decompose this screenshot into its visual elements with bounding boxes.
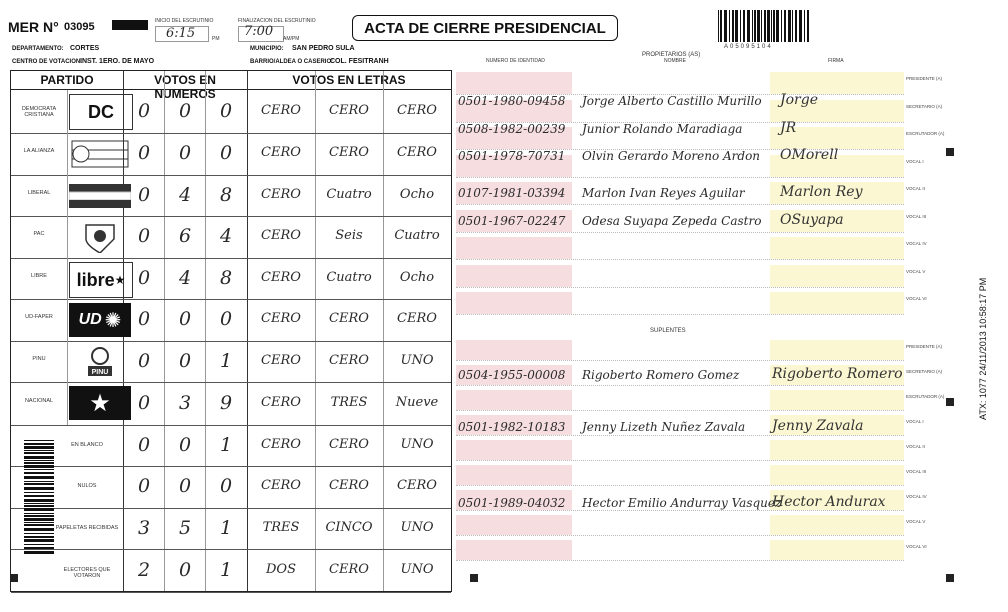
barrio-label: BARRIO/ALDEA O CASERIO: [250, 59, 334, 65]
vote-word: UNO [400, 436, 434, 452]
vote-digit: 1 [219, 349, 233, 372]
suplente-id: 0501-1989-04032 [458, 496, 566, 510]
star-icon: ★ [89, 389, 111, 417]
vote-digit: 0 [219, 99, 233, 122]
vote-digit: 1 [219, 558, 233, 581]
vote-word: CERO [329, 145, 369, 160]
signature-cell-bg [770, 265, 904, 287]
role-label: VOCAL V [906, 268, 926, 274]
vote-digit: 8 [219, 266, 233, 289]
party-name-label: LIBRE [31, 272, 47, 279]
vote-word: CERO [329, 311, 369, 326]
row-divider [11, 299, 451, 300]
id-cell-bg [456, 72, 572, 94]
final-label: FINALIZACION DEL ESCRUTINIO [238, 18, 316, 24]
logo-divider [67, 133, 68, 175]
signer-id: 0501-1980-09458 [458, 94, 566, 108]
id-cell-bg [456, 292, 572, 314]
party-name-label: LIBERAL [27, 189, 51, 196]
signer-row-line [456, 510, 904, 511]
row-divider [11, 466, 451, 467]
signature-cell-bg [770, 72, 904, 94]
vote-word: Ocho [399, 269, 435, 285]
suplente-name: Hector Emilio Andurray Vasquez [582, 496, 782, 510]
municipio-value: SAN PEDRO SULA [292, 45, 355, 52]
signer-id: 0508-1982-00239 [458, 121, 566, 136]
vote-word: CERO [329, 561, 369, 577]
role-label: VOCAL IV [906, 494, 927, 499]
logo-divider [67, 258, 68, 299]
vote-word: CERO [261, 436, 301, 452]
role-label: VOCAL III [906, 213, 927, 219]
vote-digit: 5 [178, 516, 192, 539]
party-name-label: EN BLANCO [71, 441, 103, 448]
registration-mark [946, 148, 954, 156]
signer-row-line [456, 560, 904, 561]
vote-word: CERO [261, 228, 301, 243]
inicio-time: 6:15 [166, 26, 196, 41]
id-cell-bg [456, 515, 572, 535]
logo-divider [67, 216, 68, 258]
signer-row-line [456, 204, 904, 205]
vote-digit: 0 [178, 349, 192, 372]
head-numeros: VOTOS EN NUMEROS [154, 73, 216, 101]
role-label: VOCAL I [906, 419, 924, 424]
signer-signature: Marlon Rey [780, 184, 863, 200]
signer-row-line [456, 485, 904, 486]
vote-digit: 0 [178, 99, 192, 122]
centro-value: INST. 1ERO. DE MAYO [80, 58, 155, 65]
signature-cell-bg [770, 340, 904, 360]
sun-icon: ✺ [104, 309, 122, 332]
barcode-top [718, 10, 810, 42]
signature-cell-bg [770, 292, 904, 314]
row-divider [11, 216, 451, 217]
role-label: VOCAL VI [906, 544, 927, 549]
head-identidad: NUMERO DE IDENTIDAD [486, 58, 545, 64]
logo-divider [67, 175, 68, 216]
vote-digit: 0 [178, 308, 192, 330]
suplentes-label: SUPLENTES [650, 328, 686, 334]
vote-word: CERO [261, 478, 301, 493]
vote-word: TRES [262, 519, 300, 535]
suplente-signature: Rigoberto Romero [772, 366, 903, 382]
party-name-label: NACIONAL [24, 397, 54, 404]
signer-name: Odesa Suyapa Zepeda Castro [582, 213, 762, 228]
vote-digit: 0 [178, 475, 192, 497]
vote-digit: 1 [219, 516, 233, 539]
timestamp-stamp: ATX: 1077 24/11/2013 10:58:17 PM [978, 277, 988, 420]
vote-digit: 0 [137, 308, 151, 330]
party-logo [69, 137, 131, 171]
vote-word: CERO [397, 311, 437, 326]
signature-cell-bg [770, 515, 904, 535]
vote-word: CERO [397, 102, 437, 118]
signature-cell-bg [770, 390, 904, 410]
vote-digit: 0 [137, 391, 151, 414]
signer-name: Junior Rolando Maradiaga [582, 121, 743, 136]
mer-label: MER N° [8, 19, 59, 35]
vote-word: CERO [261, 186, 301, 202]
id-cell-bg [456, 465, 572, 485]
party-name-label: UD-FAPER [25, 314, 53, 320]
signer-name: Jorge Alberto Castillo Murillo [582, 94, 762, 108]
inicio-suffix: PM [212, 36, 220, 42]
head-partido: PARTIDO [40, 73, 94, 87]
id-cell-bg [456, 390, 572, 410]
vote-digit: 0 [137, 349, 151, 372]
vote-table [10, 70, 452, 592]
vote-digit: 9 [219, 391, 233, 414]
vote-word: TRES [330, 394, 368, 410]
party-name-label: PAPELETAS RECIBIDAS [55, 524, 119, 531]
final-suffix: AM/PM [283, 36, 300, 42]
row-divider [11, 258, 451, 259]
barcode-side [24, 440, 54, 556]
row-divider [11, 592, 451, 593]
signer-name: Marlon Ivan Reyes Aguilar [582, 186, 745, 200]
vote-digit: 4 [178, 266, 192, 289]
party-logo [69, 345, 131, 379]
party-logo [69, 220, 131, 254]
vote-word: CERO [397, 145, 437, 160]
vote-digit: 4 [219, 225, 233, 247]
signer-row-line [456, 460, 904, 461]
vote-word: CERO [261, 269, 301, 285]
final-time: 7:00 [244, 24, 274, 39]
vote-digit: 2 [137, 558, 151, 581]
signer-id: 0501-1978-70731 [458, 149, 566, 163]
signer-signature: Jorge [780, 92, 818, 108]
registration-mark [470, 574, 478, 582]
party-name-label: ELECTORES QUE VOTARON [63, 566, 111, 579]
signer-row-line [456, 435, 904, 436]
ud-logo-text: UD [78, 311, 102, 328]
page-title: ACTA DE CIERRE PRESIDENCIAL [352, 15, 618, 41]
row-divider [11, 175, 451, 176]
head-letras: VOTOS EN LETRAS [292, 73, 406, 87]
suplente-signature: Jenny Zavala [772, 418, 864, 434]
role-label: VOCAL III [906, 469, 927, 474]
vote-digit: 0 [219, 142, 233, 164]
vote-word: UNO [400, 561, 434, 577]
suplente-id: 0504-1955-00008 [458, 368, 566, 382]
logo-divider [67, 382, 68, 425]
vote-digit: 3 [178, 391, 192, 414]
party-name-label: PINU [32, 355, 46, 362]
municipio-label: MUNICIPIO: [250, 46, 284, 52]
pinu-logo-icon [80, 346, 120, 378]
vote-digit: 0 [137, 475, 151, 497]
vote-digit: 3 [137, 516, 151, 539]
vote-digit: 1 [219, 433, 233, 456]
vote-digit: 0 [137, 183, 151, 206]
id-cell-bg [456, 265, 572, 287]
suplente-name: Jenny Lizeth Nuñez Zavala [582, 420, 746, 434]
vote-word: CINCO [325, 519, 373, 535]
signature-cell-bg [770, 540, 904, 560]
row-divider [11, 549, 451, 550]
vote-digit: 0 [137, 433, 151, 456]
role-label: PRESIDENTE (A) [906, 76, 943, 81]
signer-row-line [456, 360, 904, 361]
signer-row-line [456, 535, 904, 536]
vote-word: DOS [266, 561, 296, 577]
vote-word: CERO [329, 102, 369, 118]
libre-logo-text: libre [76, 269, 115, 290]
id-cell-bg [456, 540, 572, 560]
vote-word: CERO [329, 352, 369, 368]
liberal-flag-icon [69, 182, 131, 210]
id-cell-bg [456, 237, 572, 259]
vote-word: CERO [329, 436, 369, 452]
row-divider [11, 341, 451, 342]
party-logo [69, 303, 131, 337]
signer-id: 0501-1967-02247 [458, 213, 566, 228]
vote-word: CERO [261, 102, 301, 118]
role-label: VOCAL VI [906, 296, 927, 301]
role-label: ESCRUTADOR (A) [906, 131, 945, 136]
role-label: ESCRUTADOR (A) [906, 394, 945, 399]
role-label: VOCAL IV [906, 241, 927, 246]
signer-row-line [456, 259, 904, 260]
svg-text:PINU: PINU [91, 369, 109, 376]
vote-word: UNO [400, 519, 434, 535]
logo-divider [67, 90, 68, 133]
party-logo [69, 386, 131, 420]
row-divider [11, 508, 451, 509]
signer-row-line [456, 232, 904, 233]
vote-word: CERO [261, 394, 301, 410]
vote-digit: 0 [178, 142, 192, 164]
suplente-signature: Hector Andurax [772, 494, 886, 510]
vote-digit: 0 [137, 99, 151, 122]
role-label: VOCAL I [906, 158, 924, 164]
logo-mark [112, 20, 148, 30]
vote-word: Seis [335, 228, 363, 243]
signature-cell-bg [770, 465, 904, 485]
vote-word: CERO [261, 352, 301, 368]
head-firma: FIRMA [828, 58, 844, 64]
head-propietarios: PROPIETARIOS (AS) [642, 52, 701, 58]
logo-divider [67, 341, 68, 382]
signer-row-line [456, 410, 904, 411]
party-name-label: LA ALIANZA [23, 148, 55, 154]
suplente-name: Rigoberto Romero Gomez [582, 368, 740, 382]
signer-signature: JR [780, 119, 797, 136]
role-label: SECRETARIO (A) [906, 369, 943, 374]
vote-digit: 8 [219, 183, 233, 206]
signer-id: 0107-1981-03394 [458, 186, 566, 200]
logo-divider [67, 299, 68, 341]
party-name-label: NULOS [77, 483, 97, 489]
role-label: VOCAL II [906, 444, 925, 449]
row-divider [11, 133, 451, 134]
vote-digit: 6 [178, 225, 192, 247]
party-name-label: PAC [33, 231, 45, 237]
vote-word: Cuatro [326, 186, 372, 202]
registration-mark [946, 398, 954, 406]
role-label: SECRETARIO (A) [906, 103, 943, 109]
centro-label: CENTRO DE VOTACION: [12, 59, 83, 65]
signer-row-line [456, 314, 904, 315]
vote-digit: 0 [137, 225, 151, 247]
suplente-id: 0501-1982-10183 [458, 420, 566, 434]
registration-mark [10, 574, 18, 582]
vote-word: Ocho [399, 186, 435, 202]
vote-word: CERO [261, 145, 301, 160]
registration-mark [946, 574, 954, 582]
row-divider [11, 425, 451, 426]
role-label: VOCAL V [906, 519, 926, 524]
signature-cell-bg [770, 440, 904, 460]
vote-digit: 0 [137, 142, 151, 164]
role-label: VOCAL II [906, 186, 925, 191]
pac-shield-icon [80, 221, 120, 253]
signer-row-line [456, 385, 904, 386]
mer-number: 03095 [64, 21, 95, 33]
vote-word: CERO [261, 311, 301, 326]
vote-digit: 4 [178, 183, 192, 206]
row-divider [11, 382, 451, 383]
barcode-text: A05095104 [724, 44, 773, 50]
head-nombre: NOMBRE [664, 58, 686, 64]
vote-word: CERO [329, 478, 369, 493]
vote-word: Cuatro [326, 269, 372, 285]
role-label: PRESIDENTE (A) [906, 344, 943, 349]
signature-cell-bg [770, 237, 904, 259]
star-icon: ★ [114, 273, 126, 287]
departamento-label: DEPARTAMENTO: [12, 46, 64, 52]
vote-word: UNO [400, 352, 434, 368]
vote-word: CERO [397, 478, 437, 493]
vote-digit: 0 [137, 266, 151, 289]
inicio-label: INICIO DEL ESCRUTINIO [155, 18, 214, 24]
signer-name: Olvin Gerardo Moreno Ardon [582, 149, 761, 163]
party-name-label: DEMOCRATA CRISTIANA [21, 105, 57, 118]
signer-row-line [456, 177, 904, 178]
signer-signature: OMorell [780, 147, 839, 163]
dc-logo-text: DC [88, 101, 114, 122]
alianza-flag-icon [71, 140, 129, 168]
vote-digit: 0 [219, 308, 233, 330]
id-cell-bg [456, 440, 572, 460]
vote-word: Nueve [395, 394, 439, 410]
vote-word: Cuatro [394, 228, 440, 243]
vote-digit: 0 [178, 433, 192, 456]
vote-digit: 0 [178, 558, 192, 581]
party-logo [69, 179, 131, 213]
signer-signature: OSuyapa [780, 211, 844, 228]
signer-row-line [456, 287, 904, 288]
barrio-value: COL. FESITRANH [330, 58, 389, 65]
id-cell-bg [456, 340, 572, 360]
departamento-value: CORTES [70, 45, 100, 52]
vote-digit: 0 [219, 475, 233, 497]
